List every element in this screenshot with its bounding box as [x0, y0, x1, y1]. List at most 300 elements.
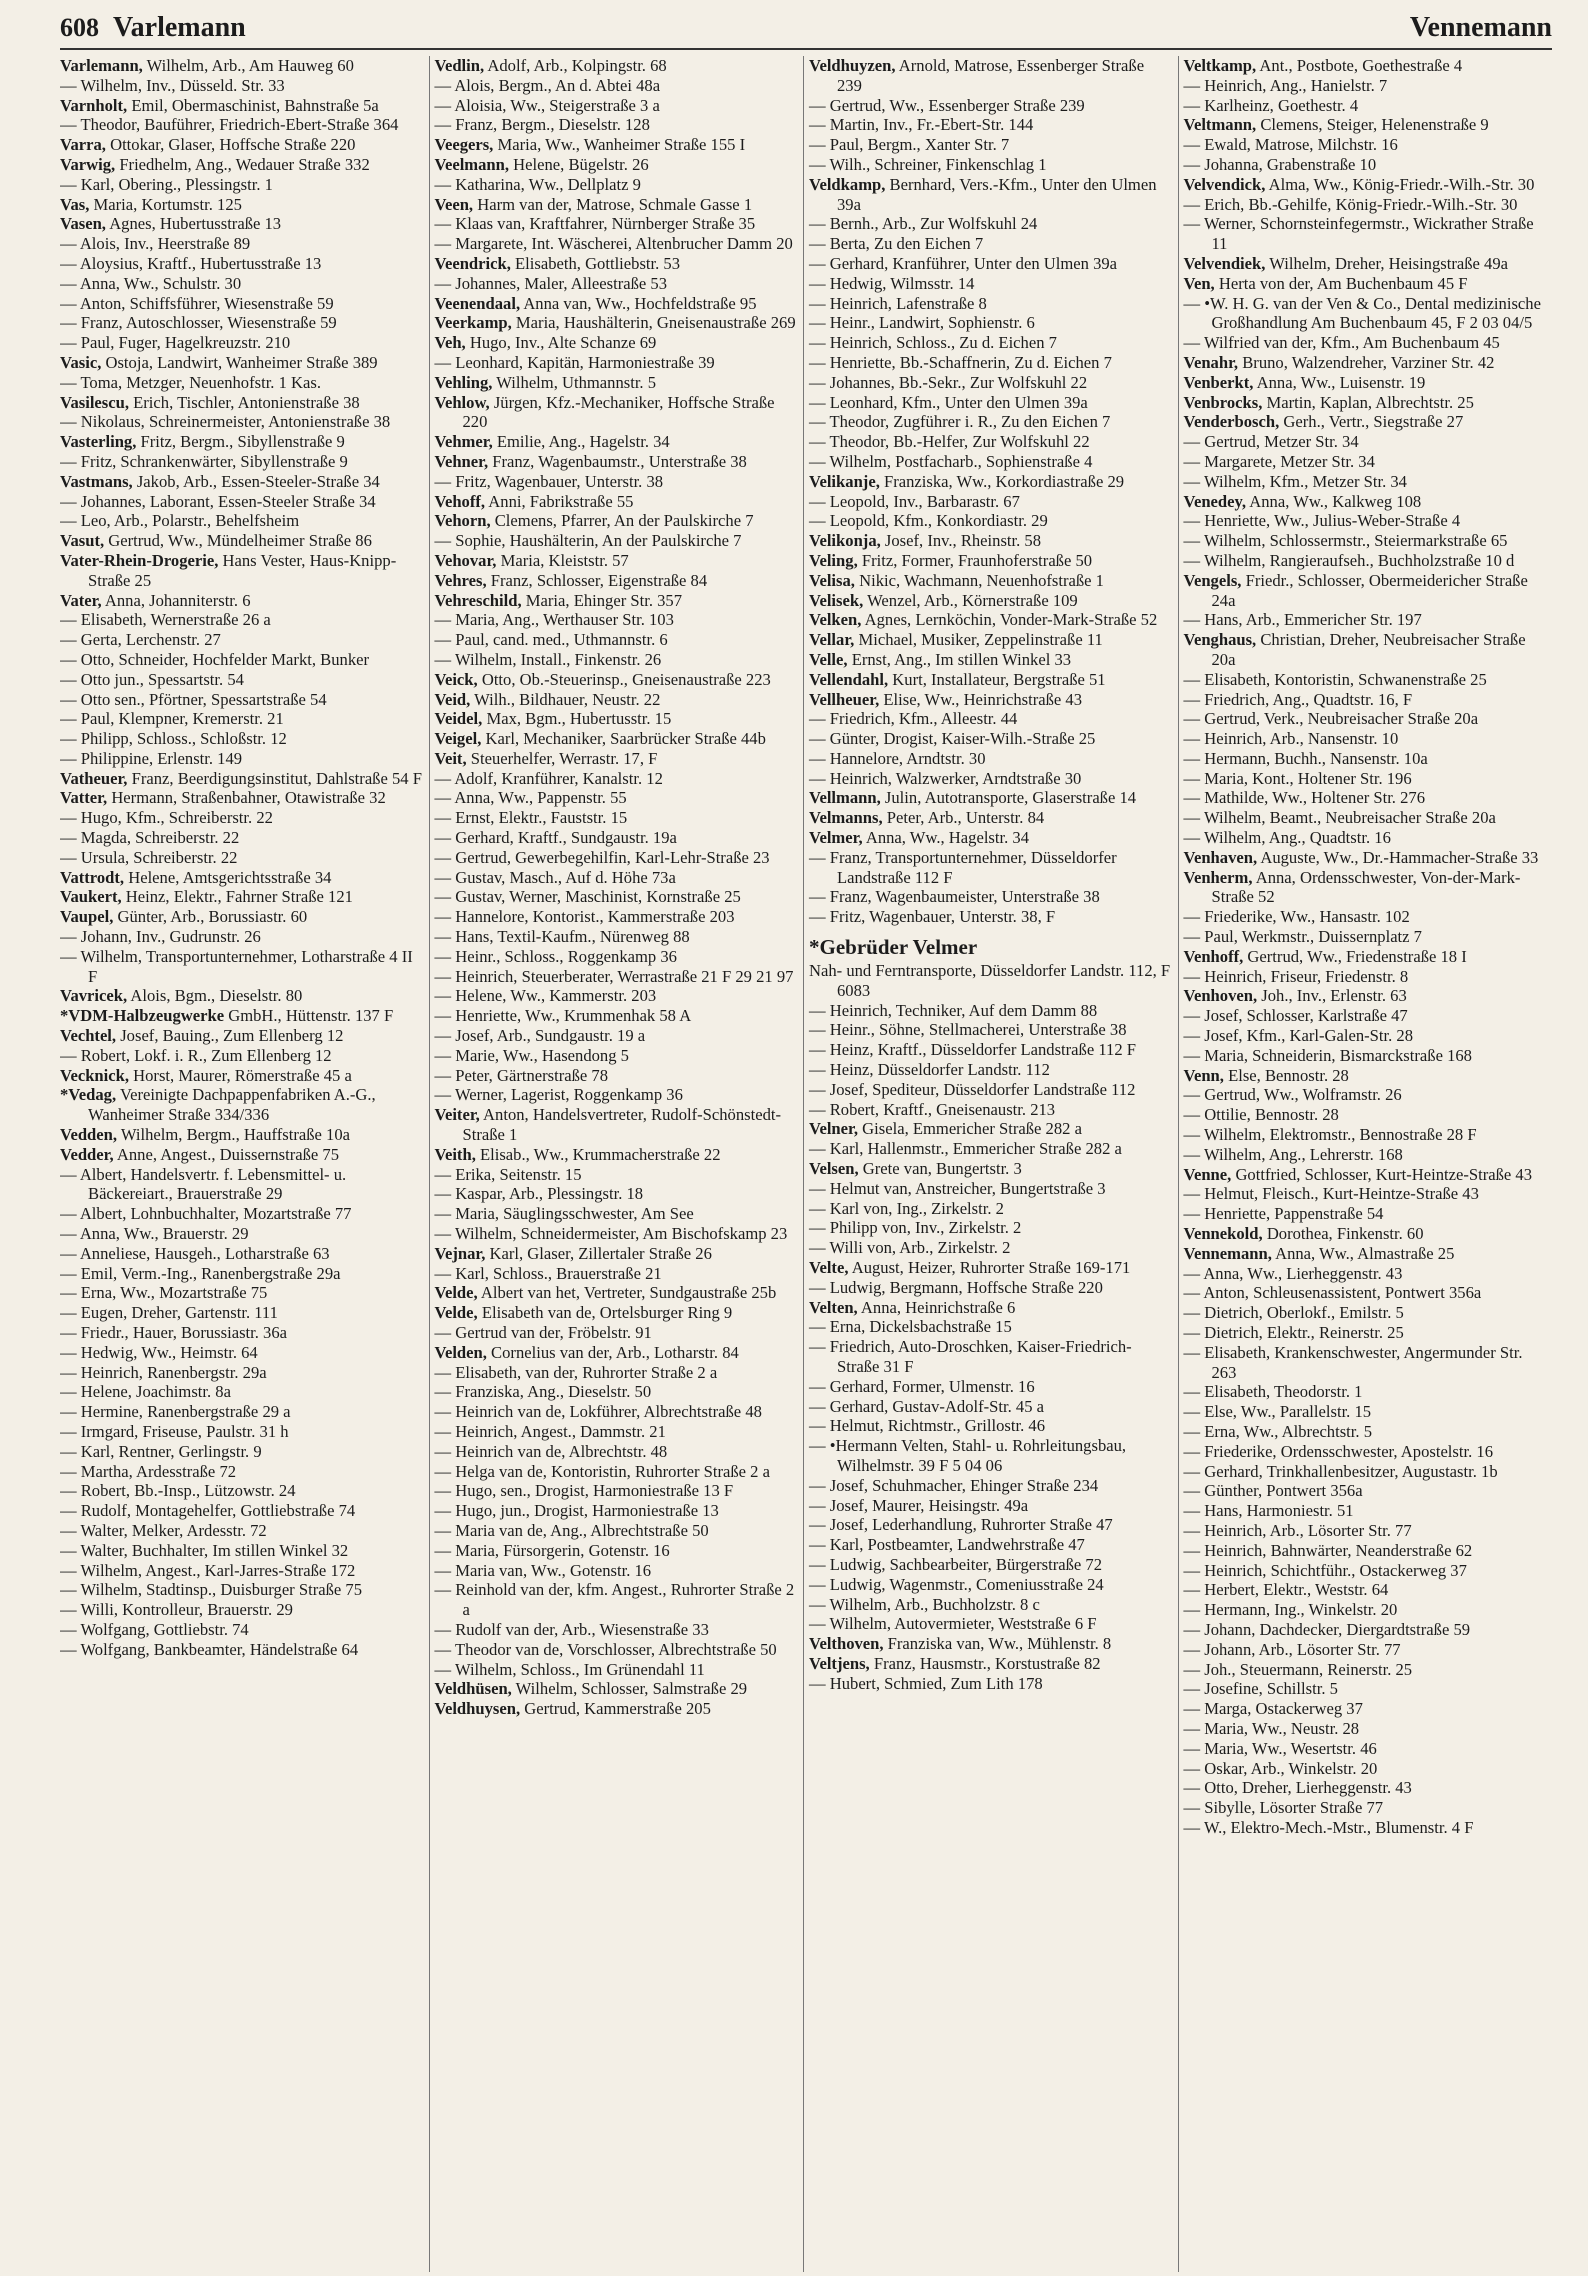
entry-details: — Heinr., Landwirt, Sophienstr. 6 [809, 313, 1035, 333]
entry-details: — Friederike, Ordensschwester, Apostelstr. 16 [1183, 1441, 1493, 1461]
directory-entry [60, 1382, 424, 1402]
entry-details: Bernhard, Vers.-Kfm., Unter den Ulmen 39a [837, 174, 1157, 214]
directory-entry [1184, 788, 1548, 808]
entry-surname: Veegers, [434, 135, 494, 155]
entry-surname: Veigel, [434, 729, 482, 749]
directory-entry [809, 1634, 1173, 1654]
entry-details: Franz, Wagenbaumstr., Unterstraße 38 [488, 451, 747, 471]
entry-details: — Franz, Bergm., Dieselstr. 128 [434, 115, 650, 135]
directory-entry [809, 393, 1173, 413]
directory-entry [809, 571, 1173, 591]
entry-details: — Bernh., Arb., Zur Wolfskuhl 24 [809, 214, 1038, 234]
entry-surname: Vater, [60, 590, 102, 610]
entry-details: — Wilh., Schreiner, Finkenschlag 1 [809, 154, 1047, 174]
directory-entry [809, 56, 1173, 96]
directory-entry [1184, 1382, 1548, 1402]
entry-details: — Margarete, Int. Wäscherei, Altenbrucher Damm 20 [434, 234, 793, 254]
entry-details: — Gertrud, Ww., Wolframstr. 26 [1183, 1085, 1402, 1105]
entry-details: — Johann, Arb., Lösorter Str. 77 [1183, 1639, 1401, 1659]
entry-details: Josef, Inv., Rheinstr. 58 [880, 531, 1042, 551]
directory-entry [1184, 1798, 1548, 1818]
directory-entry [60, 511, 424, 531]
entry-surname: Varra, [60, 135, 106, 155]
column-2 [429, 56, 804, 2272]
directory-entry [435, 1303, 799, 1323]
entry-details: — Johanna, Grabenstraße 10 [1183, 154, 1377, 174]
entry-details: — Paul, Werkmstr., Duissernplatz 7 [1183, 927, 1422, 947]
directory-entry [809, 1476, 1173, 1496]
directory-entry [60, 115, 424, 135]
entry-details: Steuerhelfer, Werrastr. 17, F [466, 748, 658, 768]
directory-entry [809, 452, 1173, 472]
entry-details: Anna, Ww., Luisenstr. 19 [1253, 372, 1426, 392]
directory-entry [809, 848, 1173, 888]
entry-details: — Maria, Säuglingsschwester, Am See [434, 1204, 694, 1224]
entry-details: Wilhelm, Schlosser, Salmstraße 29 [511, 1679, 748, 1699]
directory-entry [435, 967, 799, 987]
entry-details: — Gertrud van der, Fröbelstr. 91 [434, 1323, 652, 1342]
entry-details: — Theodor, Bauführer, Friedrich-Ebert-Straße 364 [60, 115, 399, 135]
entry-details: — Maria van de, Ang., Albrechtstraße 50 [434, 1520, 709, 1540]
directory-entry [435, 729, 799, 749]
entry-details: Anton, Handelsvertreter, Rudolf-Schönstedt-Straße 1 [462, 1105, 782, 1145]
entry-surname: Varlemann, [60, 56, 143, 75]
entry-details: — Mathilde, Ww., Holtener Str. 276 [1183, 788, 1425, 808]
directory-entry [1184, 610, 1548, 630]
entry-surname: Velikonja, [809, 531, 881, 551]
entry-details: — Franz, Wagenbaumeister, Unterstraße 38 [809, 887, 1100, 907]
directory-entry [809, 551, 1173, 571]
entry-surname: Vas, [60, 194, 90, 214]
entry-details: Ernst, Ang., Im stillen Winkel 33 [847, 649, 1072, 669]
directory-entry [435, 986, 799, 1006]
entry-surname: Venedey, [1183, 491, 1247, 511]
directory-entry [60, 76, 424, 96]
entry-details: — Emil, Verm.-Ing., Ranenbergstraße 29a [60, 1263, 341, 1283]
directory-entry [60, 1066, 424, 1086]
directory-entry [60, 1165, 424, 1205]
directory-entry [809, 135, 1173, 155]
directory-entry [1184, 1600, 1548, 1620]
entry-details: — Leonhard, Kapitän, Harmoniestraße 39 [434, 352, 715, 372]
entry-details: — Hermann, Buchh., Nansenstr. 10a [1183, 748, 1428, 768]
entry-details: — Hubert, Schmied, Zum Lith 178 [809, 1673, 1043, 1693]
entry-details: Wilhelm, Arb., Am Hauweg 60 [142, 56, 354, 75]
directory-entry [435, 571, 799, 591]
entry-details: — Henriette, Pappenstraße 54 [1183, 1204, 1384, 1224]
entry-surname: Velsen, [809, 1159, 859, 1179]
directory-entry [809, 788, 1173, 808]
directory-entry [60, 56, 424, 76]
entry-details: — Wilhelm, Schloss., Im Grünendahl 11 [434, 1659, 705, 1679]
entry-surname: Vedlin, [434, 56, 485, 75]
directory-entry [1184, 1679, 1548, 1699]
entry-details: — Toma, Metzger, Neuenhofstr. 1 Kas. [60, 372, 322, 392]
entry-details: — Johann, Inv., Gudrunstr. 26 [60, 927, 261, 947]
directory-entry [60, 1541, 424, 1561]
entry-details: Ostoja, Landwirt, Wanheimer Straße 389 [101, 352, 378, 372]
directory-entry [1184, 412, 1548, 432]
directory-entry [809, 412, 1173, 432]
directory-entry [809, 432, 1173, 452]
entry-surname: Veit, [434, 748, 467, 768]
directory-entry [1184, 1145, 1548, 1165]
entry-surname: Veen, [434, 194, 474, 214]
entry-details: — Sibylle, Lösorter Straße 77 [1183, 1798, 1384, 1818]
entry-details: Albert van het, Vertreter, Sundgaustraße 25b [477, 1283, 777, 1303]
entry-details: Cornelius van der, Arb., Lotharstr. 84 [486, 1342, 739, 1362]
left-running-head: Varlemann [113, 12, 246, 43]
directory-entry [60, 1442, 424, 1462]
directory-entry [1184, 1561, 1548, 1581]
entry-surname: Vatter, [60, 788, 108, 808]
entry-details: — Rudolf, Montagehelfer, Gottliebstraße 74 [60, 1501, 356, 1521]
entry-details: Wenzel, Arb., Körnerstraße 109 [863, 590, 1078, 610]
entry-details: — Joh., Steuermann, Reinerstr. 25 [1183, 1659, 1413, 1679]
directory-entry [809, 1159, 1173, 1179]
directory-entry [60, 452, 424, 472]
directory-entry [60, 986, 424, 1006]
entry-details: — Elisabeth, Kontoristin, Schwanenstraße 25 [1183, 669, 1487, 689]
entry-details: Anna, Ww., Hagelstr. 34 [862, 828, 1029, 848]
directory-entry [60, 1026, 424, 1046]
entry-details: — Karl von, Ing., Zirkelstr. 2 [809, 1198, 1004, 1218]
entry-details: Gisela, Emmericher Straße 282 a [858, 1119, 1082, 1139]
entry-surname: Vavricek, [60, 986, 128, 1006]
entry-details: — Anna, Ww., Brauerstr. 29 [60, 1224, 249, 1244]
entry-details: — •Hermann Velten, Stahl- u. Rohrleitungsbau, Wilhelmstr. 39 F 5 04 06 [809, 1436, 1127, 1475]
entry-details: — Otto jun., Spessartstr. 54 [60, 669, 244, 689]
entry-details: — Ludwig, Wagenmstr., Comeniusstraße 24 [809, 1574, 1104, 1594]
entry-details: — Erna, Dickelsbachstraße 15 [809, 1317, 1012, 1337]
entry-details: — Elisabeth, Theodorstr. 1 [1183, 1382, 1363, 1402]
entry-details: — Wilhelm, Arb., Buchholzstr. 8 c [809, 1594, 1040, 1614]
entry-surname: Velvendick, [1183, 174, 1266, 194]
entry-surname: Veid, [434, 689, 471, 709]
entry-details: — Wilhelm, Transportunternehmer, Lotharstraße 4 II F [60, 946, 413, 986]
entry-details: — Werner, Lagerist, Roggenkamp 36 [434, 1085, 683, 1105]
entry-details: — Karlheinz, Goethestr. 4 [1183, 95, 1359, 115]
directory-entry [60, 1303, 424, 1323]
entry-details: Anna, Ww., Kalkweg 108 [1246, 491, 1422, 511]
directory-entry [435, 610, 799, 630]
entry-details: — Heinrich, Steuerberater, Werrastraße 21 F 29 21 97 [434, 966, 794, 986]
entry-surname: Velte, [809, 1258, 849, 1278]
directory-entry [435, 788, 799, 808]
entry-surname: Vehreschild, [434, 590, 522, 610]
directory-entry [1184, 1699, 1548, 1719]
directory-entry [1184, 1402, 1548, 1422]
entry-details: — Friederike, Ww., Hansastr. 102 [1183, 907, 1410, 927]
entry-surname: Venhoven, [1183, 986, 1258, 1006]
directory-entry [435, 1620, 799, 1640]
entry-surname: Venberkt, [1183, 372, 1254, 392]
directory-entry [435, 848, 799, 868]
entry-details: Ant., Postbote, Goethestraße 4 [1256, 56, 1463, 75]
directory-entry [435, 472, 799, 492]
entry-details: — Anna, Ww., Lierheggenstr. 43 [1183, 1263, 1403, 1283]
directory-entry [1184, 1026, 1548, 1046]
entry-details: Otto, Ob.-Steuerinsp., Gneisenaustraße 223 [477, 669, 771, 689]
entry-details: — Hannelore, Arndtstr. 30 [809, 748, 986, 768]
entry-details: — Heinrich, Friseur, Friedenstr. 8 [1183, 966, 1409, 986]
directory-entry [809, 1218, 1173, 1238]
entry-details: — Gustav, Masch., Auf d. Höhe 73a [434, 867, 676, 887]
directory-entry [1184, 175, 1548, 195]
directory-entry [809, 709, 1173, 729]
entry-details: Fritz, Bergm., Sibyllenstraße 9 [136, 432, 345, 452]
directory-entry [809, 254, 1173, 274]
directory-entry [809, 1238, 1173, 1258]
column-4 [1178, 56, 1553, 2272]
directory-entry [809, 353, 1173, 373]
entry-details: — Klaas van, Kraftfahrer, Nürnberger Straße 35 [434, 214, 756, 234]
entry-details: Maria, Ehinger Str. 357 [521, 590, 683, 610]
directory-entry [60, 1224, 424, 1244]
directory-entry [60, 531, 424, 551]
entry-surname: Vasterling, [60, 432, 137, 452]
entry-details: — Wilhelm, Elektromstr., Bennostraße 28 F [1183, 1125, 1477, 1145]
directory-entry [435, 709, 799, 729]
directory-entry [435, 452, 799, 472]
entry-surname: Vedder, [60, 1144, 114, 1164]
entry-details: — Heinr., Schloss., Roggenkamp 36 [434, 946, 677, 966]
entry-surname: Vengels, [1183, 570, 1242, 590]
directory-entry [60, 274, 424, 294]
directory-entry [60, 1244, 424, 1264]
entry-details: — Otto, Dreher, Lierheggenstr. 43 [1183, 1778, 1412, 1798]
directory-entry [435, 531, 799, 551]
entry-details: — Erna, Ww., Albrechtstr. 5 [1183, 1421, 1372, 1441]
directory-entry [435, 868, 799, 888]
directory-entry [60, 96, 424, 116]
directory-entry [1184, 1620, 1548, 1640]
directory-entry [60, 1343, 424, 1363]
entry-details: — Philipp, Schloss., Schloßstr. 12 [60, 729, 287, 749]
entry-details: Jakob, Arb., Essen-Steeler-Straße 34 [132, 471, 380, 491]
directory-entry [60, 1046, 424, 1066]
entry-surname: *VDM-Halbzeugwerke [60, 1006, 225, 1026]
entry-details: — Wilhelm, Stadtinsp., Duisburger Straße 75 [60, 1580, 362, 1600]
entry-details: — Martin, Inv., Fr.-Ebert-Str. 144 [809, 115, 1034, 135]
entry-details: — Hermine, Ranenbergstraße 29 a [60, 1402, 291, 1422]
entry-details: Günter, Arb., Borussiastr. 60 [113, 907, 308, 927]
entry-details: — Helene, Joachimstr. 8a [60, 1382, 231, 1402]
directory-entry [435, 749, 799, 769]
entry-details: — Theodor, Bb.-Helfer, Zur Wolfskuhl 22 [809, 432, 1090, 452]
directory-entry [809, 1001, 1173, 1021]
entry-details: — Helga van de, Kontoristin, Ruhrorter Straße 2 a [434, 1461, 770, 1481]
directory-entry [435, 1264, 799, 1284]
entry-surname: Velde, [434, 1303, 478, 1323]
entry-details: — Paul, Fuger, Hagelkreuzstr. 210 [60, 333, 291, 353]
directory-entry [809, 1258, 1173, 1278]
directory-entry [435, 1165, 799, 1185]
directory-entry [1184, 155, 1548, 175]
entry-surname: Venhaven, [1183, 847, 1258, 867]
entry-details: — Fritz, Wagenbauer, Unterstr. 38, F [809, 907, 1056, 927]
directory-entry [435, 630, 799, 650]
directory-entry [435, 1640, 799, 1660]
directory-entry [435, 1184, 799, 1204]
directory-entry [809, 1436, 1173, 1476]
entry-surname: Vennekold, [1183, 1224, 1263, 1244]
directory-entry [809, 1337, 1173, 1377]
entry-surname: Vehovar, [434, 550, 497, 570]
directory-entry [60, 729, 424, 749]
directory-entry [809, 1199, 1173, 1219]
directory-entry [435, 1561, 799, 1581]
directory-entry [60, 492, 424, 512]
entry-details: — Sophie, Haushälterin, An der Paulskirche 7 [434, 531, 742, 551]
directory-entry [435, 1422, 799, 1442]
entry-details: — Karl, Postbeamter, Landwehrstraße 47 [809, 1535, 1085, 1555]
directory-entry [435, 353, 799, 373]
entry-surname: Venne, [1183, 1164, 1232, 1184]
directory-entry [1184, 967, 1548, 987]
directory-entry [809, 115, 1173, 135]
directory-entry [60, 907, 424, 927]
directory-entry [809, 1020, 1173, 1040]
directory-entry [60, 1501, 424, 1521]
directory-entry [435, 56, 799, 76]
entry-details: Clemens, Steiger, Helenenstraße 9 [1256, 115, 1489, 135]
entry-details: — Elisabeth, van der, Ruhrorter Straße 2 a [434, 1362, 718, 1382]
entry-details: Franz, Beerdigungsinstitut, Dahlstraße 54 F [127, 768, 422, 788]
directory-entry [1184, 1006, 1548, 1026]
entry-details: — Leopold, Kfm., Konkordiastr. 29 [809, 511, 1048, 531]
directory-entry [809, 1496, 1173, 1516]
directory-entry [435, 1046, 799, 1066]
directory-entry [1184, 1660, 1548, 1680]
entry-surname: Vasic, [60, 352, 102, 372]
entry-surname: Velisa, [809, 570, 855, 590]
entry-details: — Kaspar, Arb., Plessingstr. 18 [434, 1184, 644, 1204]
entry-surname: Vellar, [809, 630, 855, 650]
directory-entry [1184, 393, 1548, 413]
entry-details: — Elisabeth, Krankenschwester, Angermunder Str. 263 [1183, 1342, 1523, 1382]
directory-entry [60, 1323, 424, 1343]
entry-surname: Vattrodt, [60, 867, 125, 887]
directory-entry [1184, 1303, 1548, 1323]
entry-details: Fritz, Former, Fraunhoferstraße 50 [857, 550, 1093, 570]
directory-entry [435, 254, 799, 274]
directory-entry [809, 961, 1173, 1001]
entry-details: Grete van, Bungertstr. 3 [858, 1159, 1022, 1179]
entry-details: Heinz, Elektr., Fahrner Straße 121 [121, 887, 353, 907]
entry-details: Anna, Heinrichstraße 6 [857, 1297, 1016, 1317]
directory-entry [60, 848, 424, 868]
directory-entry [60, 551, 424, 591]
entry-details: Elise, Ww., Heinrichstraße 43 [879, 689, 1082, 709]
directory-entry [60, 432, 424, 452]
entry-details: — Wilhelm, Rangieraufseh., Buchholzstraße 10 d [1183, 550, 1515, 570]
directory-entry [60, 788, 424, 808]
directory-entry [1184, 135, 1548, 155]
entry-details: Wilhelm, Uthmannstr. 5 [492, 372, 657, 392]
entry-details: Josef, Bauing., Zum Ellenberg 12 [116, 1026, 344, 1046]
entry-surname: Vastmans, [60, 471, 133, 491]
directory-entry [60, 610, 424, 630]
entry-surname: Vasut, [60, 531, 105, 551]
entry-details: — Wolfgang, Gottliebstr. 74 [60, 1619, 249, 1639]
entry-details: — Martha, Ardesstraße 72 [60, 1461, 237, 1481]
entry-details: Hugo, Inv., Alte Schanze 69 [465, 333, 657, 353]
directory-entry [435, 1382, 799, 1402]
directory-entry [1184, 511, 1548, 531]
directory-entry [435, 96, 799, 116]
entry-details: — Ewald, Matrose, Milchstr. 16 [1183, 135, 1398, 155]
directory-entry [809, 155, 1173, 175]
directory-entry [809, 887, 1173, 907]
entry-details: — Nikolaus, Schreinermeister, Antonienstraße 38 [60, 412, 391, 432]
directory-entry [1184, 709, 1548, 729]
entry-details: Emil, Obermaschinist, Bahnstraße 5a [127, 95, 379, 115]
entry-details: — Aloisia, Ww., Steigerstraße 3 a [434, 95, 660, 115]
entry-surname: Velmanns, [809, 808, 883, 828]
entry-details: Ottokar, Glaser, Hoffsche Straße 220 [105, 135, 356, 155]
entry-details: — Berta, Zu den Eichen 7 [809, 234, 984, 254]
directory-entry [435, 313, 799, 333]
entry-details: — Anneliese, Hausgeh., Lotharstraße 63 [60, 1243, 330, 1263]
entry-details: — Magda, Schreiberstr. 22 [60, 828, 240, 848]
entry-details: — Theodor van de, Vorschlosser, Albrechtstraße 50 [434, 1639, 777, 1659]
directory-entry [60, 1125, 424, 1145]
entry-details: — Leo, Arb., Polarstr., Behelfsheim [60, 511, 300, 531]
entry-details: — Robert, Lokf. i. R., Zum Ellenberg 12 [60, 1045, 332, 1065]
directory-entry [1184, 729, 1548, 749]
directory-entry [1184, 986, 1548, 1006]
directory-entry [1184, 432, 1548, 452]
entry-details: Wilhelm, Dreher, Heisingstraße 49a [1265, 253, 1509, 273]
directory-entry [435, 1462, 799, 1482]
page-header [60, 12, 1552, 50]
entry-surname: Venhoff, [1183, 946, 1244, 966]
entry-details: — Alois, Inv., Heerstraße 89 [60, 234, 251, 254]
entry-surname: Velikanje, [809, 471, 880, 491]
entry-surname: Venghaus, [1183, 630, 1257, 650]
entry-details: — Heinrich, Schloss., Zu d. Eichen 7 [809, 333, 1057, 353]
page-number: 608 [60, 13, 99, 42]
entry-details: — Leonhard, Kfm., Unter den Ulmen 39a [809, 392, 1088, 412]
entry-details: — Dietrich, Oberlokf., Emilstr. 5 [1183, 1303, 1404, 1323]
directory-entry [809, 234, 1173, 254]
entry-details: — Gerta, Lerchenstr. 27 [60, 630, 221, 650]
entry-details: — Philipp von, Inv., Zirkelstr. 2 [809, 1218, 1022, 1238]
directory-entry [435, 333, 799, 353]
directory-entry [435, 1481, 799, 1501]
entry-surname: Vehling, [434, 372, 493, 392]
directory-entry [1184, 214, 1548, 254]
entry-details: — Maria, Ww., Neustr. 28 [1183, 1718, 1360, 1738]
entry-surname: Venbrocks, [1183, 392, 1263, 412]
directory-entry [60, 1462, 424, 1482]
directory-entry [1184, 1541, 1548, 1561]
directory-entry [809, 591, 1173, 611]
entry-details: — Heinr., Söhne, Stellmacherei, Unterstraße 38 [809, 1020, 1127, 1040]
directory-entry [809, 650, 1173, 670]
entry-surname: Veerkamp, [434, 313, 512, 333]
directory-entry [1184, 1462, 1548, 1482]
entry-details: — Maria, Schneiderin, Bismarckstraße 168 [1183, 1045, 1472, 1065]
directory-entry [60, 927, 424, 947]
directory-entry [435, 1066, 799, 1086]
entry-details: — Anton, Schiffsführer, Wiesenstraße 59 [60, 293, 334, 313]
entry-details: — Heinz, Düsseldorfer Landstr. 112 [809, 1060, 1050, 1080]
entry-details: — Wilfried van der, Kfm., Am Buchenbaum 45 [1183, 333, 1500, 353]
entry-details: — Otto sen., Pförtner, Spessartstraße 54 [60, 689, 327, 709]
entry-details: — Else, Ww., Parallelstr. 15 [1183, 1402, 1372, 1422]
